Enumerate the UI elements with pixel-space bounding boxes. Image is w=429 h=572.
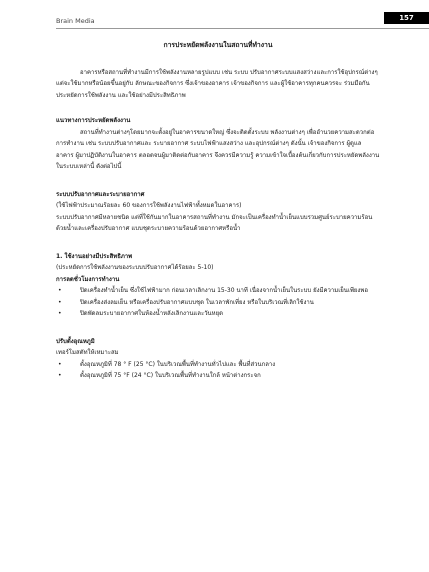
list-item: • ปิดเครื่องส่งลมเย็น หรือเครื่องปรับอากาศแบบชุด ในเวลาพักเที่ยง หรือในบริเวณที่เลิกใช้งาน: [56, 297, 380, 309]
list-item: • ปิดเครื่องทำน้ำเย็น ซึ่งใช้ไฟฟ้ามาก ก่อนเวลาเลิกงาน 15-30 นาที เนื่องจากน้ำเย็นในระบบ ยังมีความเย็นเพียงพอ: [56, 285, 380, 297]
energy-saving-paragraph: สถานที่ทำงานต่างๆโดยมากจะตั้งอยู่ในอาคารขนาดใหญ่ ซึ่งจะติดตั้งระบบ พลังงานต่างๆ เพื่ออำนวยความสะดวกต่อการทำงาน เช่น ระบบปรับอากาศและ ระบายอากาศ ระบบไฟฟ้าแสงสว่าง และอุปกรณ์ต่างๆ ดังนั้น เจ้าของกิจการ ผู้ดูแล อาคาร ผู้มาปฏิบัติงานในอาคาร ตลอดจนผู้มาติดต่อกับอาคาร จึงควรมีความรู้ ความเข้าใจเบื้องต้นเกี่ยวกับการประหยัดพลังงานในระบบเหล่านี้ ดังต่อไปนี้: [56, 128, 380, 170]
list-item: • ตั้งอุณหภูมิที่ 75 °F (24 °C) ในบริเวณพื้นที่ทำงานใกล้ หน้าต่างกระจก: [56, 370, 380, 382]
efficient-use-note: (ประหยัดการใช้พลังงานของระบบปรับอากาศได้ร้อยละ 5-10): [56, 264, 214, 271]
section-heading-efficient-use: 1. ใช้งานอย่างมีประสิทธิภาพ: [56, 252, 133, 260]
header-divider: [56, 28, 429, 29]
publisher-name: Brain Media: [56, 17, 95, 25]
section-heading-energy-saving: แนวทางการประหยัดพลังงาน: [56, 117, 131, 124]
air-conditioning-paragraph: ระบบปรับอากาศมีหลายชนิด แต่ที่ใช้กันมากในอาคารสถานที่ทำงาน มักจะเป็นเครื่องทำน้ำเย็นแบบรวมศูนย์ระบายความร้อนด้วยน้ำและเครื่องปรับอากาศ แบบชุดระบายความร้อนด้วยอากาศหรือน้ำ: [56, 213, 373, 232]
section-heading-temperature: ปรับตั้งอุณหภูมิ: [56, 337, 95, 345]
temperature-list: [56, 359, 380, 382]
intro-paragraph: อาคารหรือสถานที่ทำงานมีการใช้พลังงานหลายรูปแบบ เช่น ระบบ ปรับอากาศระบบแสงสว่างและการใช้อุปกรณ์ต่างๆ แต่จะใช้มากหรือน้อยขึ้นอยู่กับ ลักษณะของกิจการ ซึ่งเจ้าของอาคาร เจ้าของกิจการ และผู้ใช้อาคารทุกคนควรจะ ร่วมมือกันประหยัดการใช้พลังงาน และใช้อย่างมีประสิทธิภาพ: [56, 68, 378, 99]
document-title: การประหยัดพลังงานในสถานที่ทำงาน: [163, 41, 273, 49]
subheading-reduce-hours: การลดชั่วโมงการทำงาน: [56, 275, 120, 283]
document-body: [56, 40, 380, 382]
temperature-intro: เทอร์โมสตัทให้เหมาะสม: [56, 349, 119, 356]
list-item: • ปิดพัดลมระบายอากาศในห้องน้ำหลังเลิกงานและวันหยุด: [56, 308, 380, 320]
list-item: • ตั้งอุณหภูมิที่ 78 ° F (25 °C) ในบริเวณพื้นที่ทำงานทั่วไปและ พื้นที่ส่วนกลาง: [56, 359, 380, 371]
reduce-hours-list: [56, 285, 380, 320]
air-conditioning-note: (ใช้ไฟฟ้าประมาณร้อยละ 60 ของการใช้พลังงานไฟฟ้าทั้งหมดในอาคาร): [56, 202, 242, 209]
page-number-badge: 157: [384, 12, 429, 24]
section-heading-air-conditioning: ระบบปรับอากาศและระบายอากาศ: [56, 190, 145, 198]
